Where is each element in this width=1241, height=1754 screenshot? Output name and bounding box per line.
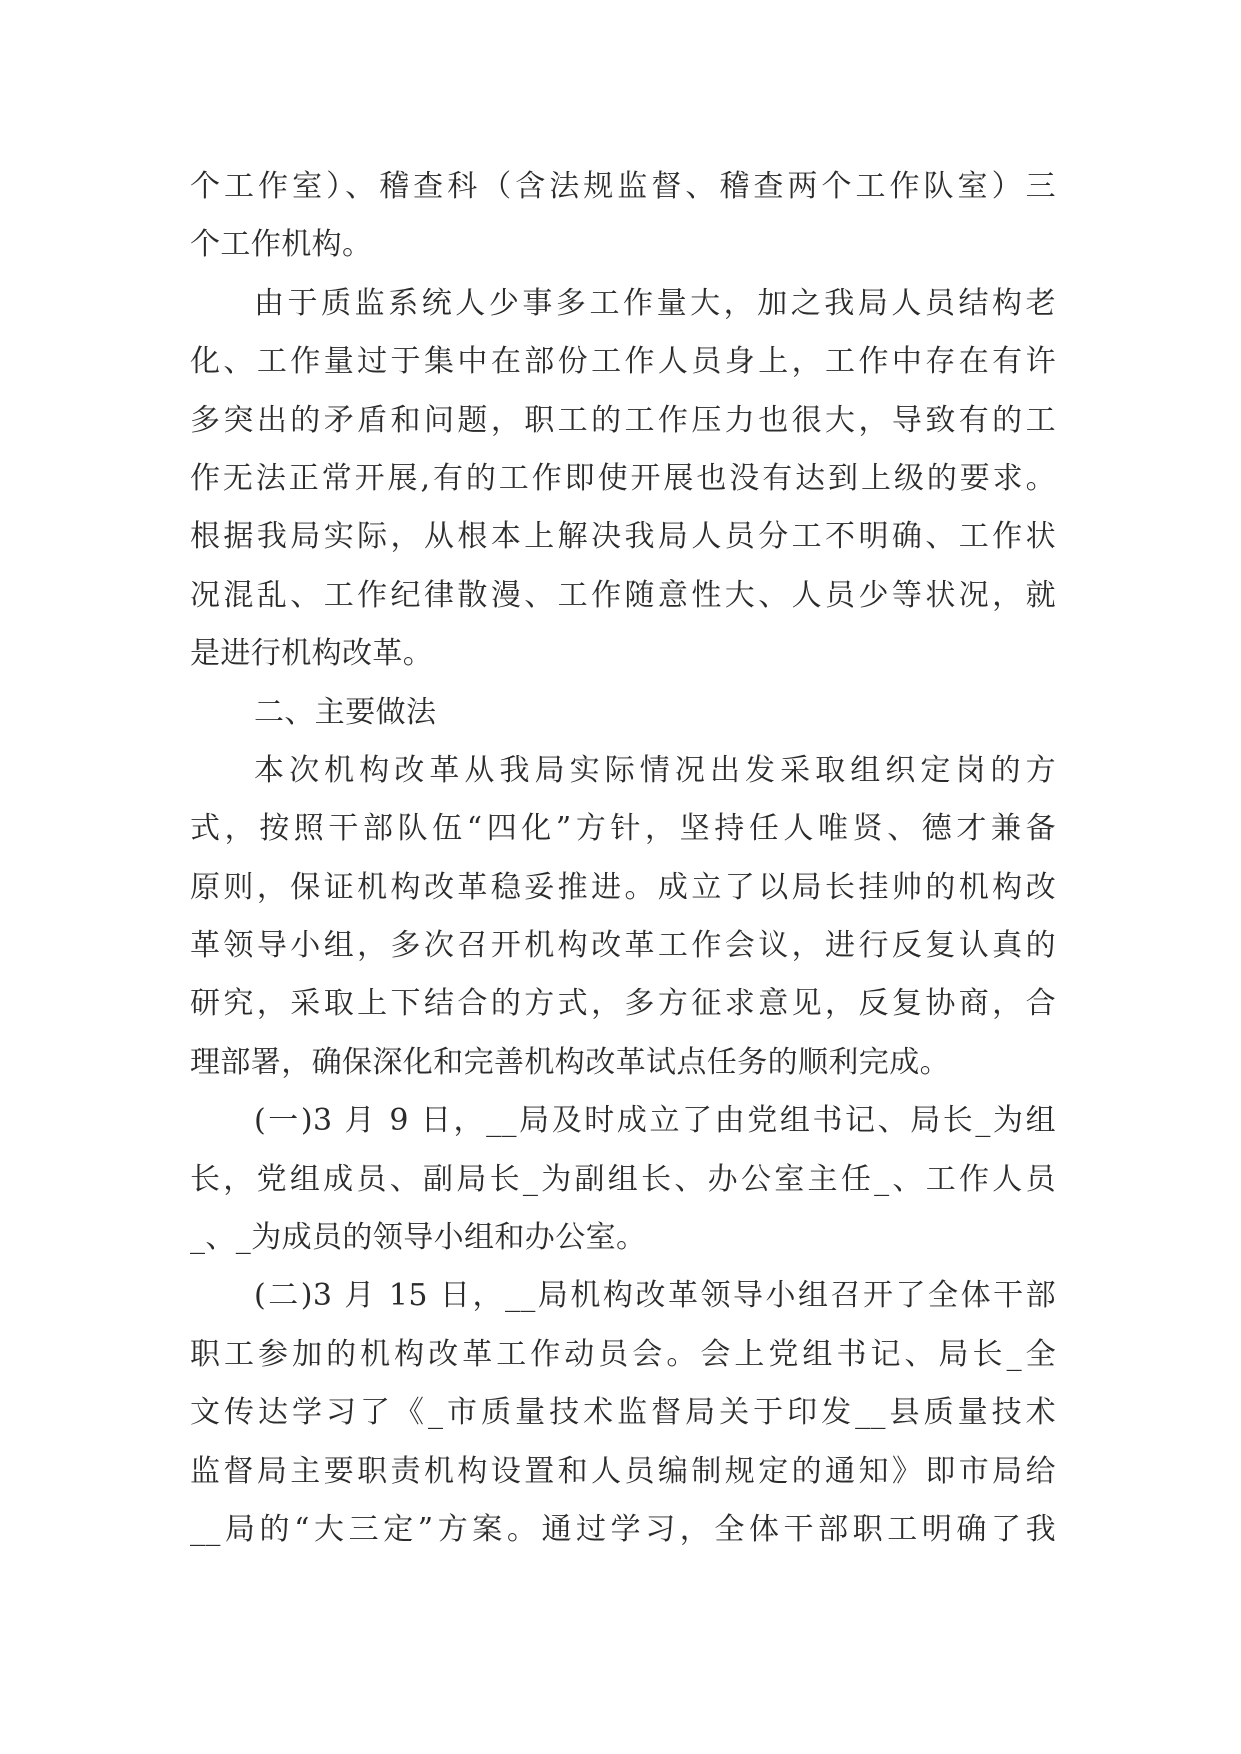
text-line: __局的“大三定”方案。通过学习，全体干部职工明确了我 xyxy=(190,1511,1056,1547)
text-line: 作无法正常开展,有的工作即使开展也没有达到上级的要求。 xyxy=(190,460,1056,496)
paragraph-first-line: (一)3 月 9 日，__局及时成立了由党组书记、局长_为组 xyxy=(254,1103,1056,1139)
text-line: 监督局主要职责机构设置和人员编制规定的通知》即市局给 xyxy=(190,1453,1056,1489)
text-line: 职工参加的机构改革工作动员会。会上党组书记、局长_全 xyxy=(190,1336,1056,1372)
text-line: 式，按照干部队伍“四化”方针，坚持任人唯贤、德才兼备 xyxy=(190,811,1056,847)
text-line: 长，党组成员、副局长_为副组长、办公室主任_、工作人员 xyxy=(190,1161,1056,1197)
text-line: 多突出的矛盾和问题，职工的工作压力也很大，导致有的工 xyxy=(190,402,1056,438)
text-line: 原则，保证机构改革稳妥推进。成立了以局长挂帅的机构改 xyxy=(190,869,1056,905)
section-heading: 二、主要做法 xyxy=(254,694,437,730)
text-line: 个工作室）、稽查科（含法规监督、稽查两个工作队室）三 xyxy=(190,169,1056,204)
paragraph-first-line: (二)3 月 15 日，__局机构改革领导小组召开了全体干部 xyxy=(254,1278,1056,1314)
text-line: 研究，采取上下结合的方式，多方征求意见，反复协商，合 xyxy=(190,986,1056,1022)
text-line: 是进行机构改革。 xyxy=(190,636,434,672)
text-line: 革领导小组，多次召开机构改革工作会议，进行反复认真的 xyxy=(190,928,1056,964)
text-line: 文传达学习了《_市质量技术监督局关于印发__县质量技术 xyxy=(190,1395,1056,1431)
document-body xyxy=(190,158,1056,1559)
text-line: 个工作机构。 xyxy=(190,227,373,263)
paragraph-first-line: 本次机构改革从我局实际情况出发采取组织定岗的方 xyxy=(254,752,1056,788)
text-line: 理部署，确保深化和完善机构改革试点任务的顺利完成。 xyxy=(190,1044,950,1080)
text-line: _、_为成员的领导小组和办公室。 xyxy=(190,1220,647,1256)
text-line: 化、工作量过于集中在部份工作人员身上，工作中存在有许 xyxy=(190,344,1056,380)
text-line: 根据我局实际，从根本上解决我局人员分工不明确、工作状 xyxy=(190,519,1056,555)
paragraph-first-line: 由于质监系统人少事多工作量大，加之我局人员结构老 xyxy=(254,285,1056,321)
text-line: 况混乱、工作纪律散漫、工作随意性大、人员少等状况，就 xyxy=(190,577,1056,613)
